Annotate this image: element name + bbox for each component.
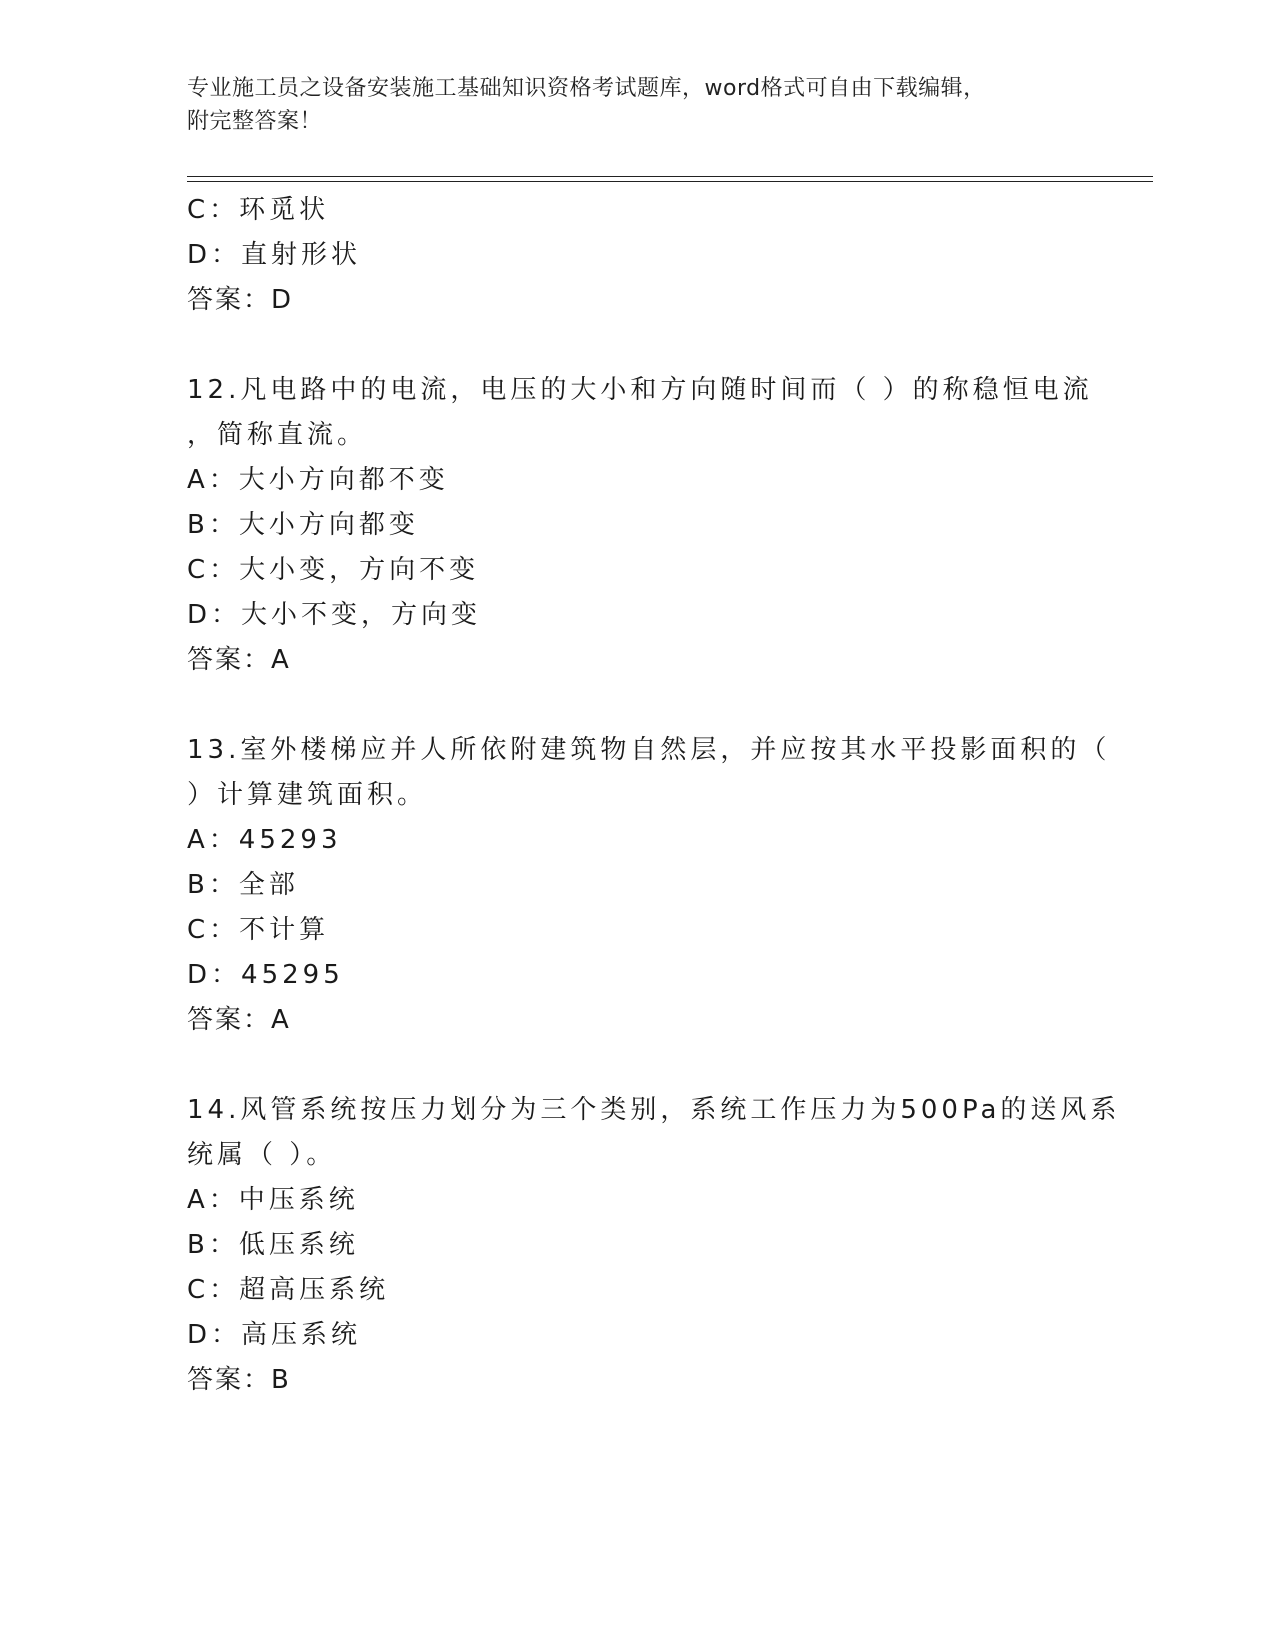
q13-option-b: B：全部 [187,870,299,900]
q13-stem-line-1: 13.室外楼梯应并人所依附建筑物自然层，并应按其水平投影面积的（ [187,735,1111,765]
q12-option-d: D：大小不变，方向变 [187,600,482,630]
q12-stem-line-1: 12.凡电路中的电流，电压的大小和方向随时间而（ ）的称稳恒电流 [187,375,1093,405]
q14-stem-line-1: 14.风管系统按压力划分为三个类别，系统工作压力为500Pa的送风系 [187,1095,1121,1125]
header-divider-top [187,176,1153,177]
q14-option-a: A：中压系统 [187,1185,359,1215]
q14-option-c: C：超高压系统 [187,1275,390,1305]
q13-option-a: A：45293 [187,825,342,855]
q14-stem-line-2: 统属（ ）。 [187,1140,337,1170]
header-divider-bottom [187,181,1153,182]
q12-stem-line-2: ，简称直流。 [187,420,368,450]
q13-stem-line-2: ）计算建筑面积。 [187,780,428,810]
q11-answer: 答案：D [187,285,294,315]
header-line-1: 专业施工员之设备安装施工基础知识资格考试题库，word格式可自由下载编辑， [187,76,986,101]
page-header [187,72,1067,138]
q12-option-a: A：大小方向都不变 [187,465,449,495]
q12-option-c: C：大小变，方向不变 [187,555,480,585]
header-line-2: 附完整答案！ [187,109,323,134]
q11-option-c: C：环觅状 [187,195,330,225]
q12-answer: 答案：A [187,645,291,675]
q14-option-d: D：高压系统 [187,1320,362,1350]
q14-option-b: B：低压系统 [187,1230,359,1260]
q13-option-d: D：45295 [187,960,344,990]
q13-option-c: C：不计算 [187,915,330,945]
q14-answer: 答案：B [187,1365,291,1395]
q13-answer: 答案：A [187,1005,291,1035]
q11-option-d: D：直射形状 [187,240,362,270]
q12-option-b: B：大小方向都变 [187,510,419,540]
